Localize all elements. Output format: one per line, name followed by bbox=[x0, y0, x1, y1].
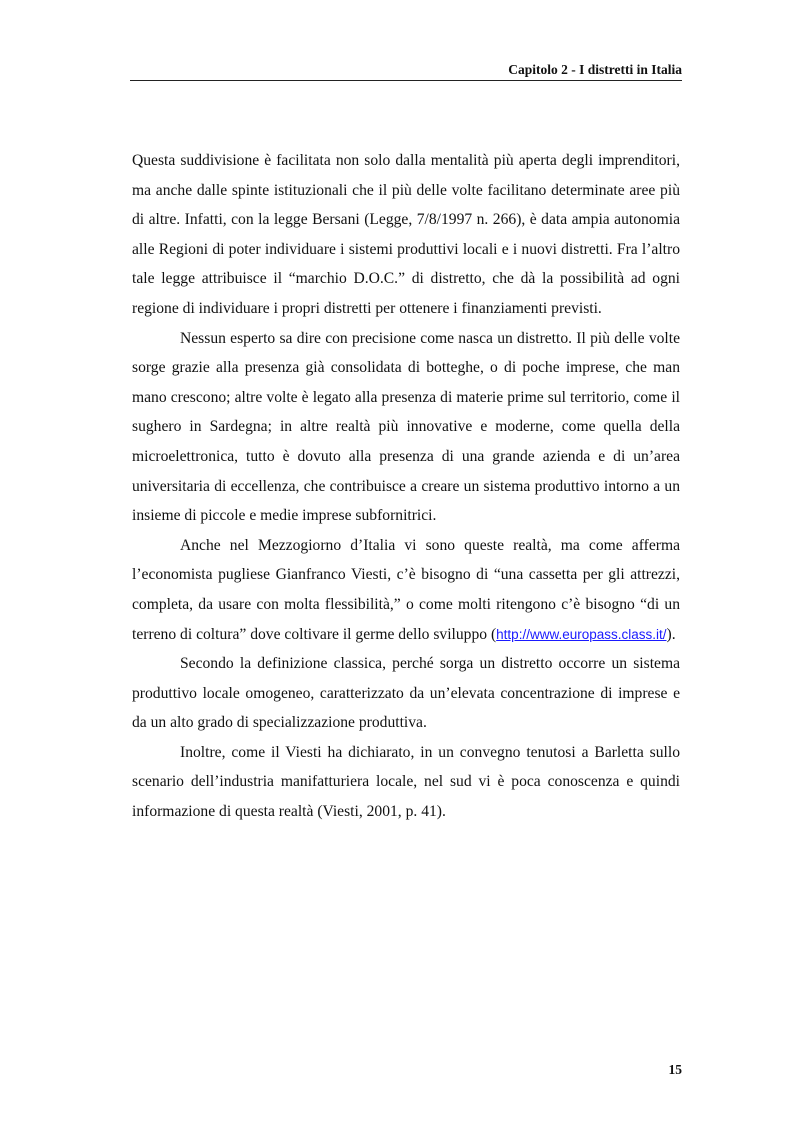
paragraph-3 bbox=[132, 531, 680, 649]
body-text bbox=[132, 146, 680, 827]
paragraph-2: Nessun esperto sa dire con precisione come nasca un distretto. Il più delle volte sorge grazie alla presenza già consolidata di botteghe, o di poche imprese, che man mano crescono; altre volte è legato alla presenza di materie prime sul territorio, come il sughero in Sardegna; in altre realtà più innovative e moderne, come quella della microelettronica, tutto è dovuto alla presenza di una grande azienda e di un’area universitaria di eccellenza, che contribuisce a creare un sistema produttivo intorno a un insieme di piccole e medie imprese subfornitrici. bbox=[132, 329, 680, 525]
paragraph-3-text-after: ). bbox=[666, 625, 676, 643]
page-number: 15 bbox=[668, 1062, 682, 1077]
paragraph-5: Inoltre, come il Viesti ha dichiarato, in un convegno tenutosi a Barletta sullo scenario dell’industria manifatturiera locale, nel sud vi è poca conoscenza e quindi informazione di questa realtà (Viesti, 2001, p. 41). bbox=[132, 743, 680, 821]
europass-link[interactable]: http://www.europass.class.it/ bbox=[496, 626, 667, 642]
running-header-title: Capitolo 2 - I distretti in Italia bbox=[508, 62, 682, 77]
paragraph-1: Questa suddivisione è facilitata non solo dalla mentalità più aperta degli imprenditori, ma anche dalle spinte istituzionali che il più delle volte facilitano determinate aree più di altre. Infatti, con la legge Bersani (Legge, 7/8/1997 n. 266), è data ampia autonomia alle Regioni di poter individuare i sistemi produttivi locali e i nuovi distretti. Fra l’altro tale legge attribuisce il “marchio D.O.C.” di distretto, che dà la possibilità ad ogni regione di individuare i propri distretti per ottenere i finanziamenti previsti. bbox=[132, 152, 680, 317]
paragraph-4: Secondo la definizione classica, perché sorga un distretto occorre un sistema produttivo locale omogeneo, caratterizzato da un’elevata concentrazione di imprese e da un alto grado di specializzazione produttiva. bbox=[132, 655, 680, 732]
paragraph-3-text-before: Anche nel Mezzogiorno d’Italia vi sono queste realtà, ma come afferma l’economista pugliese Gianfranco Viesti, c’è bisogno di “una cassetta per gli attrezzi, completa, da usare con molta flessibilità,” o come molti ritengono c’è bisogno “di un terreno di coltura” dove coltivare il germe dello sviluppo ( bbox=[132, 536, 680, 643]
header-rule bbox=[130, 80, 682, 81]
